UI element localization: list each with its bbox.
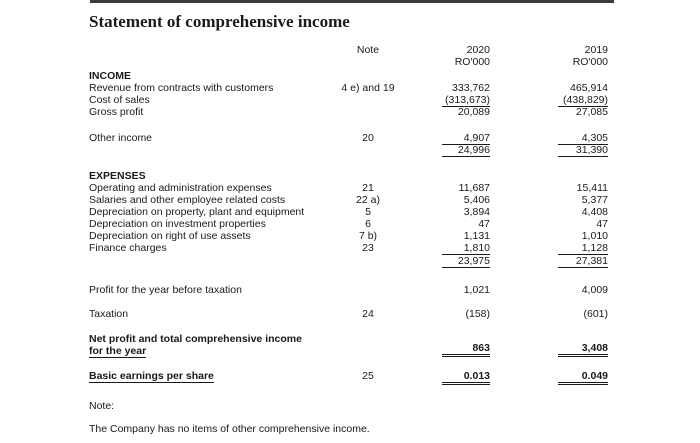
expense-row-2019: 1,010 xyxy=(581,230,608,242)
expenses-total-2019: 27,381 xyxy=(558,255,608,268)
page-title: Statement of comprehensive income xyxy=(89,12,350,31)
expense-row-note: 5 xyxy=(365,206,371,218)
other-income-note: 20 xyxy=(362,132,374,144)
expense-row-2020: 5,406 xyxy=(463,194,490,206)
other-income-2019: 4,305 xyxy=(558,132,608,145)
expense-row-note: 22 a) xyxy=(356,194,380,206)
expense-row-note: 6 xyxy=(365,218,371,230)
expenses-heading: EXPENSES xyxy=(89,170,146,182)
eps-2020: 0.013 xyxy=(442,370,490,385)
income-row-2019: 465,914 xyxy=(570,82,608,94)
taxation-label: Taxation xyxy=(89,308,129,320)
net-profit-2020: 863 xyxy=(442,342,490,357)
income-row-2020: 20,089 xyxy=(457,106,490,118)
expense-row-label: Depreciation on property, plant and equipment xyxy=(89,206,305,218)
footnote-heading: Note: xyxy=(89,400,115,412)
eps-2019: 0.049 xyxy=(558,370,608,385)
profit-before-tax-label: Profit for the year before taxation xyxy=(89,284,242,296)
expense-row-2019: 4,408 xyxy=(581,206,608,218)
expense-row-note: 23 xyxy=(362,242,374,254)
income-row-label: Revenue from contracts with customers xyxy=(89,82,274,94)
unit-2019-header: RO'000 xyxy=(572,56,608,68)
expense-row-2020: 1,810 xyxy=(442,242,490,255)
profit-before-tax-2019: 4,009 xyxy=(581,284,608,296)
expense-row-2020: 47 xyxy=(478,218,490,230)
net-profit-2019: 3,408 xyxy=(558,342,608,357)
taxation-2020: (158) xyxy=(465,308,490,320)
net-profit-label-line2: for the year xyxy=(89,345,147,357)
income-row-2019: 27,085 xyxy=(575,106,608,118)
income-heading: INCOME xyxy=(89,70,131,82)
year-2020-header: 2020 xyxy=(466,44,490,56)
income-row-2019: (438,829) xyxy=(558,94,608,107)
expense-row-2019: 1,128 xyxy=(558,242,608,255)
expense-row-label: Depreciation on investment properties xyxy=(89,218,266,230)
expense-row-note: 21 xyxy=(362,182,374,194)
income-row-label: Cost of sales xyxy=(89,94,150,106)
other-income-label: Other income xyxy=(89,132,153,144)
income-row-note: 4 e) and 19 xyxy=(341,82,395,94)
expense-row-2019: 15,411 xyxy=(576,182,608,194)
footnote-text: The Company has no items of other comprehensive income. xyxy=(89,423,370,435)
income-total-2020: 24,996 xyxy=(442,144,490,157)
year-2019-header: 2019 xyxy=(584,44,608,56)
income-row-label: Gross profit xyxy=(89,106,144,118)
expense-row-label: Depreciation on right of use assets xyxy=(89,230,251,242)
expense-row-2020: 11,687 xyxy=(458,182,490,194)
other-income-2020: 4,907 xyxy=(442,132,490,145)
taxation-note: 24 xyxy=(362,308,374,320)
eps-note: 25 xyxy=(362,370,374,382)
income-row-2020: 333,762 xyxy=(452,82,490,94)
note-column-header: Note xyxy=(356,44,380,56)
unit-2020-header: RO'000 xyxy=(454,56,490,68)
expense-row-label: Operating and administration expenses xyxy=(89,182,272,194)
taxation-2019: (601) xyxy=(583,308,608,320)
top-border xyxy=(90,0,614,3)
expense-row-label: Salaries and other employee related costs xyxy=(89,194,286,206)
expense-row-2020: 3,894 xyxy=(463,206,490,218)
expense-row-2020: 1,131 xyxy=(463,230,490,242)
net-profit-label: Net profit and total comprehensive income xyxy=(89,333,302,345)
expense-row-2019: 47 xyxy=(596,218,608,230)
profit-before-tax-2020: 1,021 xyxy=(463,284,490,296)
expenses-total-2020: 23,975 xyxy=(442,255,490,268)
expense-row-label: Finance charges xyxy=(89,242,167,254)
expense-row-2019: 5,377 xyxy=(581,194,608,206)
expense-row-note: 7 b) xyxy=(358,230,378,242)
income-total-2019: 31,390 xyxy=(558,144,608,157)
income-row-2020: (313,673) xyxy=(442,94,490,107)
eps-label: Basic earnings per share xyxy=(89,370,214,382)
